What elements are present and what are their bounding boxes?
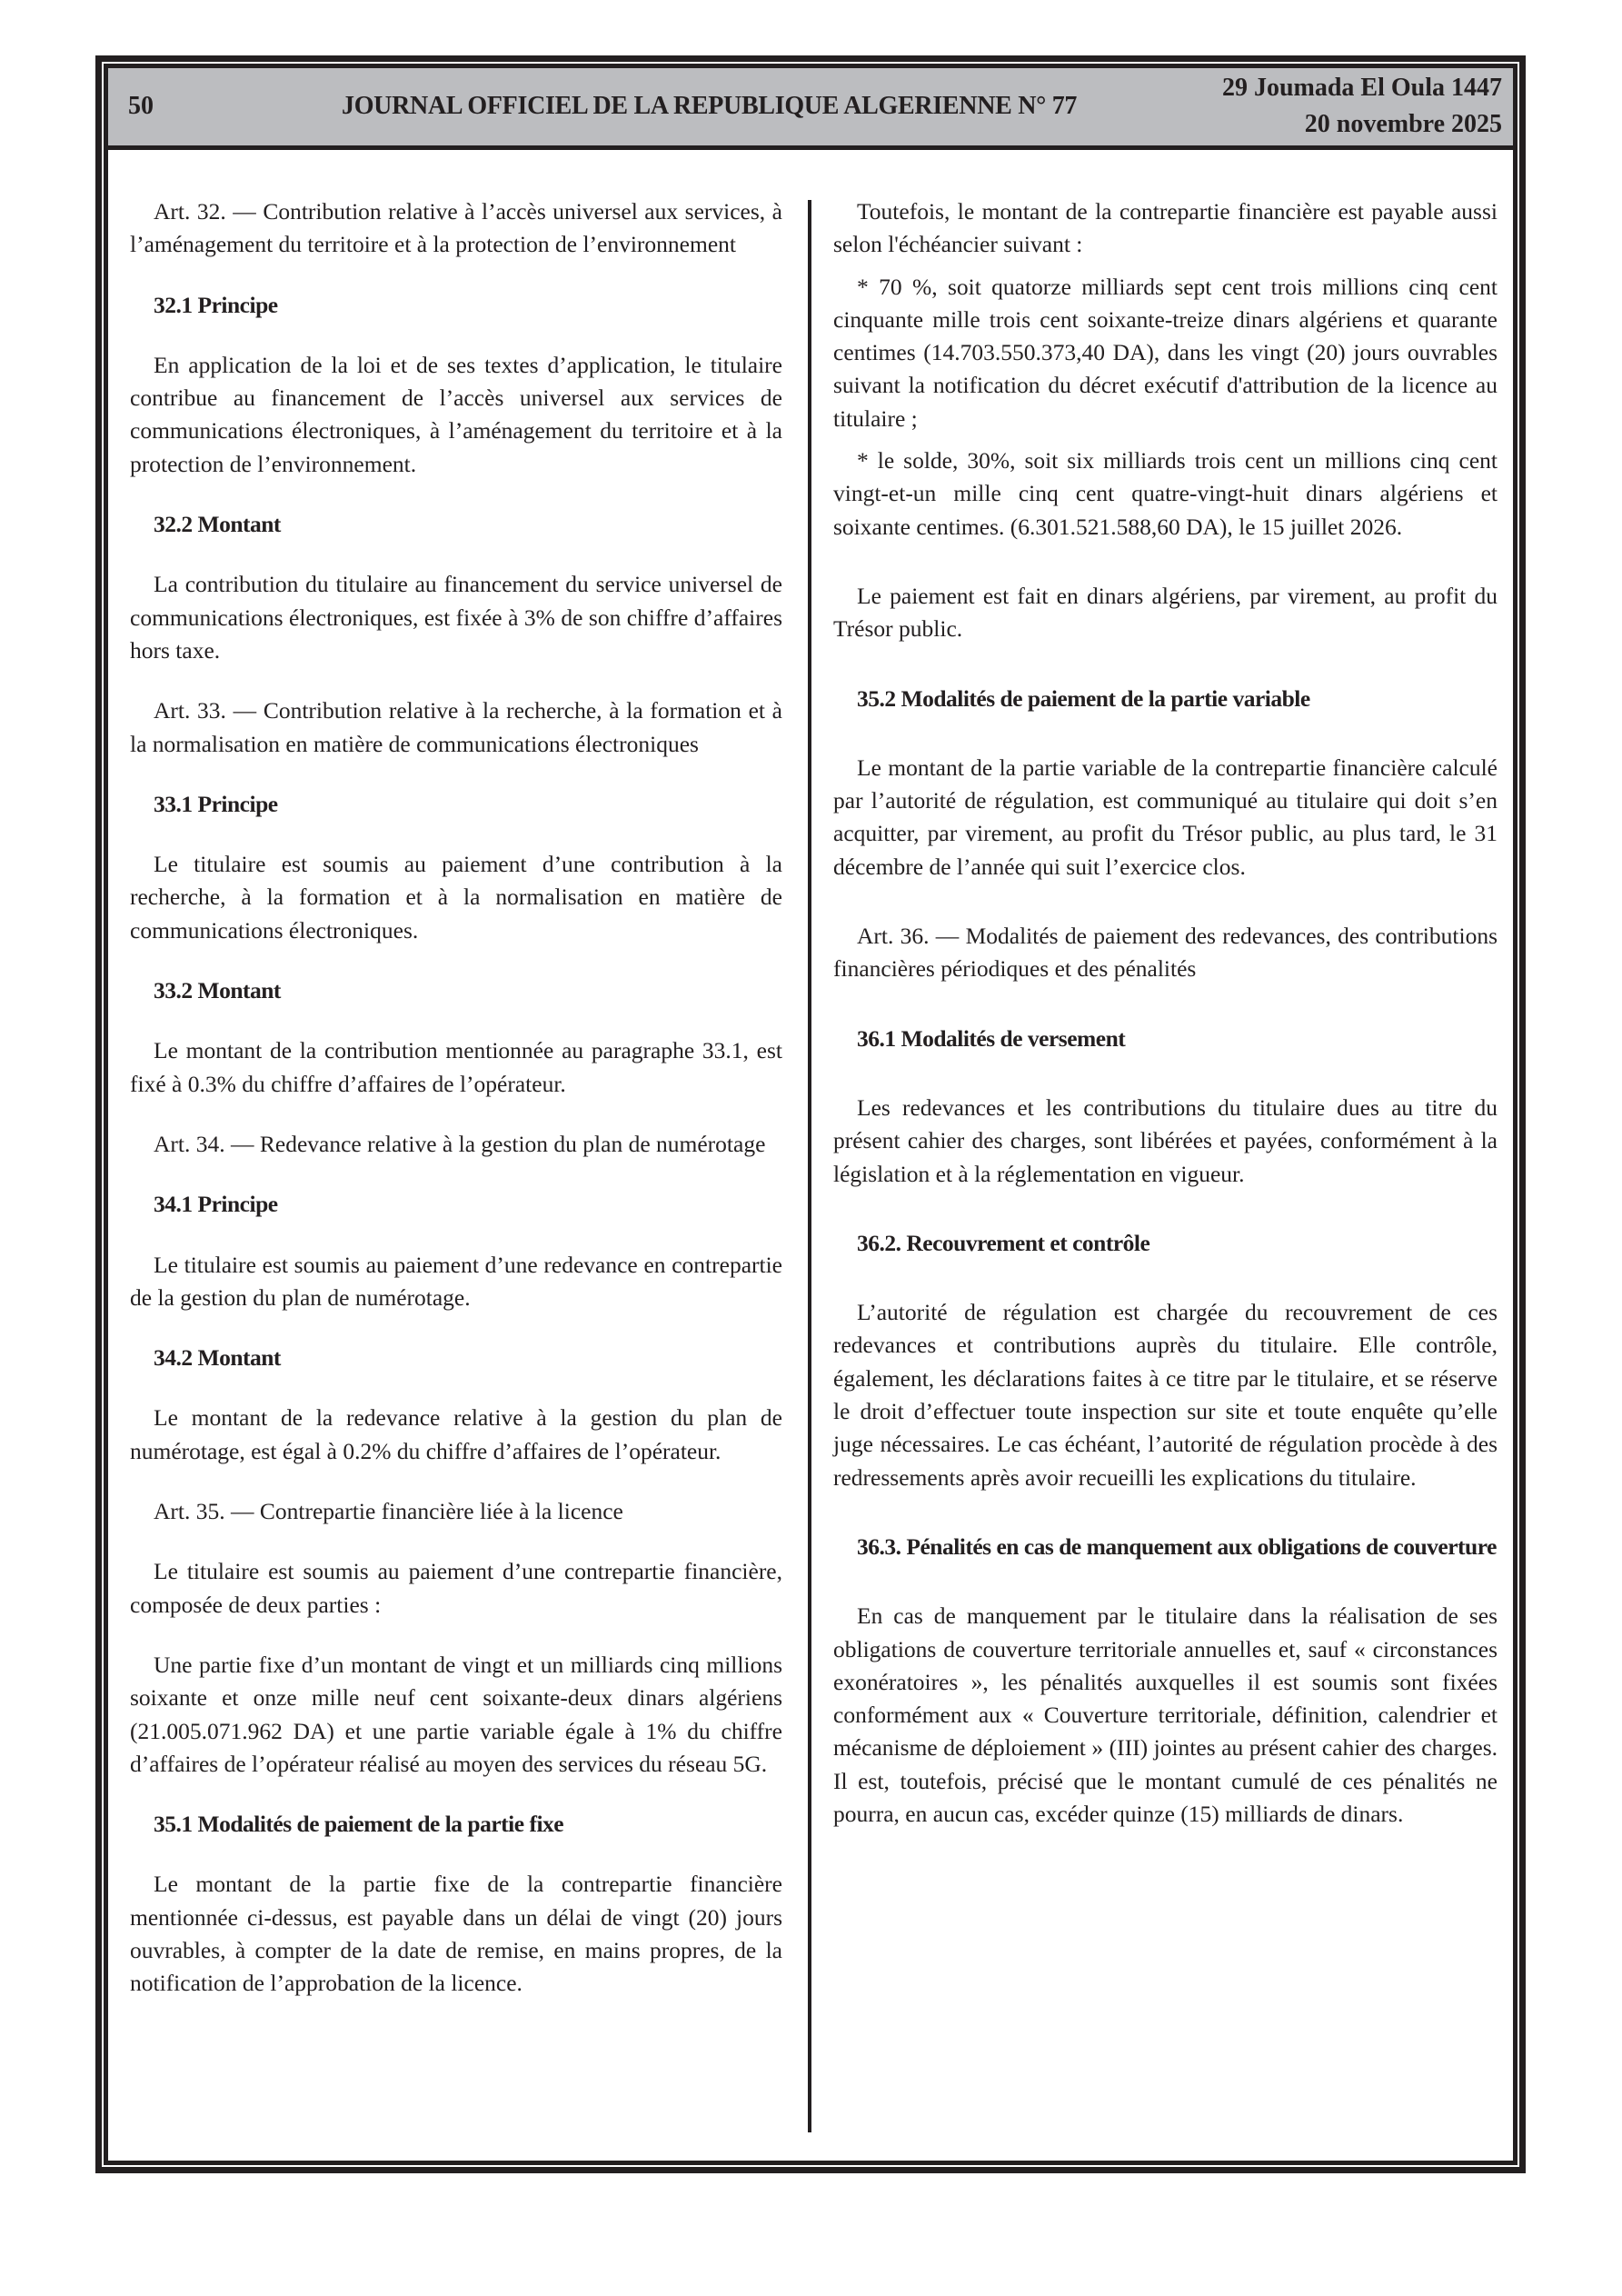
- section-35-2-heading: 35.2 Modalités de paiement de la partie variable: [857, 684, 1310, 712]
- section-32-1-text: En application de la loi et de ses textes d’application, le titulaire contribue au financement de l’accès universel aux services de communications électroniques, à l’aménagement du territoire et à la protection de l’environnement.: [130, 351, 782, 477]
- section-35-1-text: Le montant de la partie fixe de la contrepartie financière mentionnée ci-dessus, est payable dans un délai de vingt (20) jours ouvrables, à compter de la date de remise, en mains propres, de la notification de l’approbation de la licence.: [130, 1871, 782, 1997]
- section-33-1-text: Le titulaire est soumis au paiement d’une contribution à la recherche, à la formation et à la normalisation en matière de communications électroniques.: [130, 851, 782, 943]
- hijri-date: 29 Joumada El Oula 1447: [1221, 74, 1502, 102]
- section-32-2-heading: 32.2 Montant: [154, 511, 281, 538]
- schedule-intro: Toutefois, le montant de la contrepartie financière est payable aussi selon l'échéancier suivant :: [833, 198, 1498, 258]
- section-36-2-text: L’autorité de régulation est chargée du recouvrement de ces redevances et contributions auprès du titulaire. Elle contrôle, également, les déclarations faites à ce titre par le titulaire, et se réserve le droit d’effectuer toute inspection sur site et toute enquête qu’elle juge nécessaires. Le cas échéant, l’autorité de régulation procède à des redressements après avoir recueilli les explications du titulaire.: [833, 1299, 1498, 1491]
- section-35-2-text: Le montant de la partie variable de la contrepartie financière calculé par l’autorité de régulation, est communiqué au titulaire qui doit s’en acquitter, par virement, au profit du Trésor public, au plus tard, le 31 décembre de l’année qui suit l’exercice clos.: [833, 754, 1498, 880]
- article-32-title: Art. 32. — Contribution relative à l’accès universel aux services, à l’aménagement du territoire et à la protection de l’environnement: [130, 198, 782, 258]
- section-33-1-heading: 33.1 Principe: [154, 790, 278, 817]
- installment-70-percent: * 70 %, soit quatorze milliards sept cent trois millions cinq cent cinquante mille trois cent soixante-treize dinars algériens et quarante centimes (14.703.550.373,40 DA), dans les vingt (20) jours ouvrables suivant la notification du décret exécutif d'attribution de la licence au titulaire ;: [833, 273, 1498, 432]
- column-divider: [808, 200, 811, 2132]
- section-34-2-heading: 34.2 Montant: [154, 1344, 281, 1372]
- section-32-2-text: La contribution du titulaire au financement du service universel de communications électroniques, est fixée à 3% de son chiffre d’affaires hors taxe.: [130, 571, 782, 664]
- section-34-2-text: Le montant de la redevance relative à la gestion du plan de numérotage, est égal à 0.2% du chiffre d’affaires de l’opérateur.: [130, 1404, 782, 1464]
- page-number: 50: [128, 92, 154, 120]
- left-column: [130, 195, 782, 2001]
- article-34-title: Art. 34. — Redevance relative à la gestion du plan de numérotage: [154, 1130, 766, 1157]
- section-36-3-text: En cas de manquement par le titulaire dans la réalisation de ses obligations de couverture territoriale annuelles et, sauf « circonstances exonératoires », les pénalités auxquelles il est soumis sont fixées conformément aux « Couverture territoriale, définition, calendrier et mécanisme de déploiement » (III) jointes au présent cahier des charges. Il est, toutefois, précisé que le montant cumulé de ces pénalités ne pourra, en aucun cas, excéder quinze (15) milliards de dinars.: [833, 1602, 1498, 1827]
- article-35-parts: Une partie fixe d’un montant de vingt et un milliards cinq millions soixante et onze mille neuf cent soixante-deux dinars algériens (21.005.071.962 DA) et une partie variable égale à 1% du chiffre d’affaires de l’opérateur réalisé au moyen des services du réseau 5G.: [130, 1651, 782, 1777]
- section-34-1-text: Le titulaire est soumis au paiement d’une redevance en contrepartie de la gestion du plan de numérotage.: [130, 1251, 782, 1311]
- section-34-1-heading: 34.1 Principe: [154, 1191, 278, 1218]
- journal-header: [108, 68, 1513, 150]
- section-36-2-heading: 36.2. Recouvrement et contrôle: [857, 1229, 1150, 1256]
- article-33-title: Art. 33. — Contribution relative à la recherche, à la formation et à la normalisation en matière de communications électroniques: [130, 697, 782, 757]
- section-36-3-heading: 36.3. Pénalités en cas de manquement aux obligations de couverture: [857, 1532, 1497, 1560]
- section-33-2-text: Le montant de la contribution mentionnée au paragraphe 33.1, est fixé à 0.3% du chiffre d’affaires de l’opérateur.: [130, 1037, 782, 1097]
- article-35-title: Art. 35. — Contrepartie financière liée à la licence: [154, 1498, 623, 1525]
- installment-30-percent: * le solde, 30%, soit six milliards trois cent un millions cinq cent vingt-et-un mille cinq cent quatre-vingt-huit dinars algériens et soixante centimes. (6.301.521.588,60 DA), le 15 juillet 2026.: [833, 447, 1498, 540]
- gregorian-date: 20 novembre 2025: [1304, 110, 1502, 138]
- journal-title: JOURNAL OFFICIEL DE LA REPUBLIQUE ALGERIENNE N° 77: [342, 92, 1078, 120]
- section-35-1-heading: 35.1 Modalités de paiement de la partie fixe: [154, 1811, 564, 1838]
- section-33-2-heading: 33.2 Montant: [154, 977, 281, 1004]
- issue-date: [1222, 70, 1502, 143]
- right-column: [833, 195, 1498, 1831]
- article-36-title: Art. 36. — Modalités de paiement des redevances, des contributions financières périodiques et des pénalités: [833, 923, 1498, 983]
- payment-method: Le paiement est fait en dinars algériens, par virement, au profit du Trésor public.: [833, 582, 1498, 643]
- section-32-1-heading: 32.1 Principe: [154, 291, 278, 318]
- section-36-1-heading: 36.1 Modalités de versement: [857, 1024, 1126, 1052]
- article-35-intro: Le titulaire est soumis au paiement d’une contrepartie financière, composée de deux parties :: [130, 1558, 782, 1618]
- section-36-1-text: Les redevances et les contributions du titulaire dues au titre du présent cahier des charges, sont libérées et payées, conformément à la législation et à la réglementation en vigueur.: [833, 1093, 1498, 1187]
